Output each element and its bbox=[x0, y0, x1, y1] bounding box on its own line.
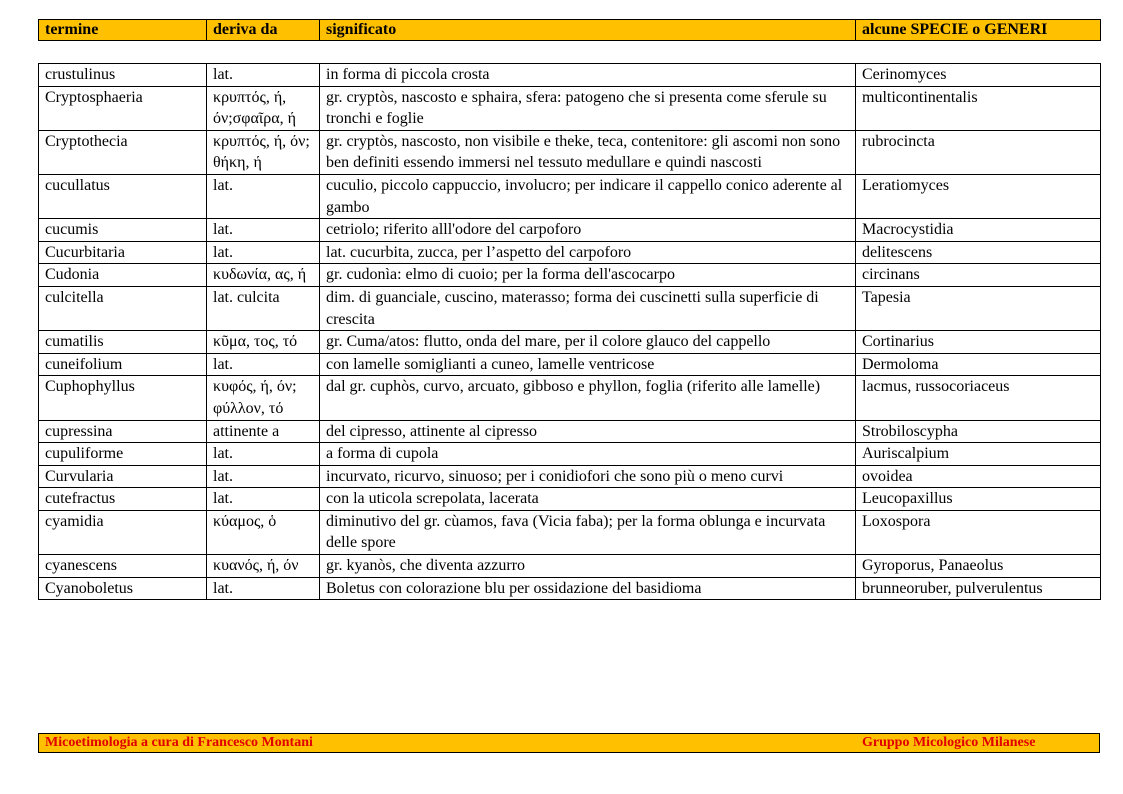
cell-termine: cyanescens bbox=[39, 555, 207, 578]
cell-specie: ovoidea bbox=[856, 465, 1101, 488]
cell-specie: Gyroporus, Panaeolus bbox=[856, 555, 1101, 578]
cell-deriva-da: lat. bbox=[207, 353, 320, 376]
cell-termine: Cryptothecia bbox=[39, 130, 207, 174]
cell-significato: Boletus con colorazione blu per ossidazione del basidioma bbox=[320, 577, 856, 600]
cell-specie: rubrocincta bbox=[856, 130, 1101, 174]
cell-deriva-da: κυφός, ή, όν; φύλλον, τό bbox=[207, 376, 320, 420]
table-row bbox=[39, 443, 1101, 466]
cell-significato: del cipresso, attinente al cipresso bbox=[320, 420, 856, 443]
footer-author: Micoetimologia a cura di Francesco Montani bbox=[45, 735, 313, 750]
cell-termine: cupressina bbox=[39, 420, 207, 443]
cell-termine: culcitella bbox=[39, 286, 207, 330]
cell-termine: Cyanoboletus bbox=[39, 577, 207, 600]
header-termine: termine bbox=[39, 20, 207, 41]
cell-deriva-da: lat. bbox=[207, 174, 320, 218]
cell-termine: cutefractus bbox=[39, 488, 207, 511]
cell-specie: Loxospora bbox=[856, 510, 1101, 554]
table-row bbox=[39, 241, 1101, 264]
cell-specie: multicontinentalis bbox=[856, 86, 1101, 130]
table-row bbox=[39, 64, 1101, 87]
table-row bbox=[39, 264, 1101, 287]
cell-termine: cupuliforme bbox=[39, 443, 207, 466]
cell-termine: cucullatus bbox=[39, 174, 207, 218]
cell-significato: dim. di guanciale, cuscino, materasso; forma dei cuscinetti sulla superficie di crescita bbox=[320, 286, 856, 330]
table-row bbox=[39, 465, 1101, 488]
cell-specie: delitescens bbox=[856, 241, 1101, 264]
table-row bbox=[39, 577, 1101, 600]
cell-deriva-da: κυδωνία, ας, ή bbox=[207, 264, 320, 287]
cell-specie: circinans bbox=[856, 264, 1101, 287]
cell-deriva-da: lat. culcita bbox=[207, 286, 320, 330]
cell-significato: incurvato, ricurvo, sinuoso; per i conidiofori che sono più o meno curvi bbox=[320, 465, 856, 488]
table-row bbox=[39, 353, 1101, 376]
cell-termine: Cryptosphaeria bbox=[39, 86, 207, 130]
table-row bbox=[39, 174, 1101, 218]
cell-significato: gr. cudonìa: elmo di cuoio; per la forma dell'ascocarpo bbox=[320, 264, 856, 287]
cell-termine: cyamidia bbox=[39, 510, 207, 554]
cell-termine: Curvularia bbox=[39, 465, 207, 488]
cell-specie: Leucopaxillus bbox=[856, 488, 1101, 511]
cell-specie: lacmus, russocoriaceus bbox=[856, 376, 1101, 420]
cell-deriva-da: κυανός, ή, όν bbox=[207, 555, 320, 578]
cell-significato: gr. kyanòs, che diventa azzurro bbox=[320, 555, 856, 578]
table-row bbox=[39, 130, 1101, 174]
table-row bbox=[39, 331, 1101, 354]
cell-deriva-da: κῦμα, τος, τό bbox=[207, 331, 320, 354]
cell-deriva-da: κρυπτός, ή, όν;σφαῖρα, ή bbox=[207, 86, 320, 130]
cell-specie: Dermoloma bbox=[856, 353, 1101, 376]
cell-significato: con la uticola screpolata, lacerata bbox=[320, 488, 856, 511]
cell-specie: Auriscalpium bbox=[856, 443, 1101, 466]
cell-significato: dal gr. cuphòs, curvo, arcuato, gibboso e phyllon, foglia (riferito alle lamelle) bbox=[320, 376, 856, 420]
cell-termine: Cucurbitaria bbox=[39, 241, 207, 264]
cell-deriva-da: lat. bbox=[207, 64, 320, 87]
table-row bbox=[39, 488, 1101, 511]
header-significato: significato bbox=[320, 20, 856, 41]
header-row bbox=[39, 20, 1101, 41]
table-row bbox=[39, 376, 1101, 420]
header-table bbox=[38, 19, 1101, 41]
cell-significato: a forma di cupola bbox=[320, 443, 856, 466]
cell-termine: cumatilis bbox=[39, 331, 207, 354]
header-deriva-da: deriva da bbox=[207, 20, 320, 41]
cell-specie: Tapesia bbox=[856, 286, 1101, 330]
table-row bbox=[39, 286, 1101, 330]
glossary-table bbox=[38, 63, 1101, 600]
cell-specie: Macrocystidia bbox=[856, 219, 1101, 242]
cell-termine: cuneifolium bbox=[39, 353, 207, 376]
cell-significato: con lamelle somiglianti a cuneo, lamelle ventricose bbox=[320, 353, 856, 376]
cell-deriva-da: lat. bbox=[207, 577, 320, 600]
footer-group: Gruppo Micologico Milanese bbox=[862, 735, 1036, 750]
cell-specie: brunneoruber, pulverulentus bbox=[856, 577, 1101, 600]
table-row bbox=[39, 219, 1101, 242]
cell-significato: gr. cryptòs, nascosto, non visibile e theke, teca, contenitore: gli ascomi non sono ben definiti essendo immersi nel tessuto medullare e quindi nascosti bbox=[320, 130, 856, 174]
cell-termine: crustulinus bbox=[39, 64, 207, 87]
cell-significato: cetriolo; riferito alll'odore del carpoforo bbox=[320, 219, 856, 242]
cell-deriva-da: lat. bbox=[207, 241, 320, 264]
cell-deriva-da: κρυπτός, ή, όν; θήκη, ή bbox=[207, 130, 320, 174]
cell-deriva-da: lat. bbox=[207, 443, 320, 466]
cell-deriva-da: κύαμος, ὁ bbox=[207, 510, 320, 554]
footer-band bbox=[38, 733, 1100, 753]
table-row bbox=[39, 510, 1101, 554]
cell-significato: gr. cryptòs, nascosto e sphaira, sfera: patogeno che si presenta come sferule su tronchi e foglie bbox=[320, 86, 856, 130]
cell-specie: Leratiomyces bbox=[856, 174, 1101, 218]
cell-deriva-da: lat. bbox=[207, 465, 320, 488]
cell-specie: Cerinomyces bbox=[856, 64, 1101, 87]
cell-significato: cuculio, piccolo cappuccio, involucro; per indicare il cappello conico aderente al gambo bbox=[320, 174, 856, 218]
cell-termine: Cudonia bbox=[39, 264, 207, 287]
cell-significato: in forma di piccola crosta bbox=[320, 64, 856, 87]
cell-significato: lat. cucurbita, zucca, per l’aspetto del carpoforo bbox=[320, 241, 856, 264]
cell-specie: Strobiloscypha bbox=[856, 420, 1101, 443]
cell-specie: Cortinarius bbox=[856, 331, 1101, 354]
table-row bbox=[39, 86, 1101, 130]
table-row bbox=[39, 420, 1101, 443]
glossary-rows bbox=[39, 64, 1101, 600]
cell-significato: diminutivo del gr. cùamos, fava (Vicia faba); per la forma oblunga e incurvata delle spore bbox=[320, 510, 856, 554]
header-specie-generi: alcune SPECIE o GENERI bbox=[856, 20, 1101, 41]
cell-significato: gr. Cuma/atos: flutto, onda del mare, per il colore glauco del cappello bbox=[320, 331, 856, 354]
cell-deriva-da: attinente a bbox=[207, 420, 320, 443]
cell-deriva-da: lat. bbox=[207, 219, 320, 242]
cell-termine: Cuphophyllus bbox=[39, 376, 207, 420]
table-row bbox=[39, 555, 1101, 578]
cell-termine: cucumis bbox=[39, 219, 207, 242]
cell-deriva-da: lat. bbox=[207, 488, 320, 511]
